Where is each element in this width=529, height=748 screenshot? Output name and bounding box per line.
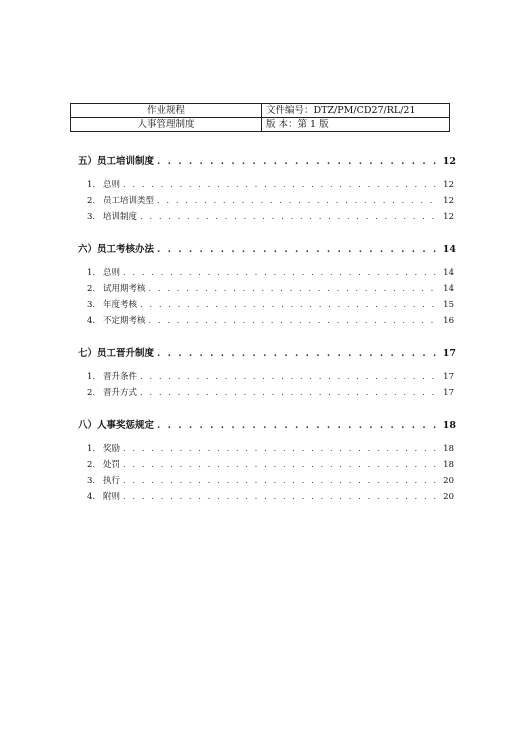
dot-leader xyxy=(123,473,439,489)
toc-section-title: 五）员工培训制度 xyxy=(78,156,155,167)
table-of-contents xyxy=(78,154,456,522)
toc-section xyxy=(78,154,456,225)
toc-page-number: 18 xyxy=(443,460,454,470)
toc-section xyxy=(78,242,456,329)
toc-item-title: 晋升条件 xyxy=(103,372,138,382)
toc-page-number: 16 xyxy=(443,316,454,326)
document-header-table xyxy=(70,103,450,132)
toc-item-title: 总则 xyxy=(103,268,121,278)
toc-item-title: 处罚 xyxy=(103,460,121,470)
toc-item-title: 培训制度 xyxy=(103,212,138,222)
toc-item-number: 1. xyxy=(87,180,96,190)
dot-leader xyxy=(140,297,439,313)
toc-section-title: 六）员工考核办法 xyxy=(78,244,155,255)
dot-leader xyxy=(123,457,439,473)
toc-item-number: 1. xyxy=(87,268,96,278)
toc-item-title: 附则 xyxy=(103,492,121,502)
header-row xyxy=(71,118,450,132)
toc-item[interactable] xyxy=(78,473,456,489)
toc-item-title: 员工培训类型 xyxy=(103,196,155,206)
toc-section-entry[interactable] xyxy=(78,346,456,362)
dot-leader xyxy=(140,385,439,401)
document-number-cell: 文件编号：DTZ/PM/CD27/RL/21 xyxy=(262,104,450,118)
document-title-cell: 人事管理制度 xyxy=(71,118,262,132)
toc-page-number: 12 xyxy=(443,212,454,222)
header-row xyxy=(71,104,450,118)
toc-item[interactable] xyxy=(78,441,456,457)
toc-page-number: 14 xyxy=(442,244,456,255)
dot-leader xyxy=(157,154,440,170)
toc-page-number: 18 xyxy=(443,444,454,454)
toc-item[interactable] xyxy=(78,281,456,297)
toc-section-entry[interactable] xyxy=(78,418,456,434)
dot-leader xyxy=(123,177,439,193)
toc-item[interactable] xyxy=(78,297,456,313)
dot-leader xyxy=(157,193,439,209)
toc-item[interactable] xyxy=(78,313,456,329)
toc-page-number: 18 xyxy=(442,420,456,431)
dot-leader xyxy=(157,418,440,434)
toc-page-number: 12 xyxy=(442,156,456,167)
toc-item[interactable] xyxy=(78,369,456,385)
toc-page-number: 15 xyxy=(443,300,454,310)
toc-item-number: 2. xyxy=(87,388,96,398)
toc-section xyxy=(78,418,456,505)
document-version-cell: 版 本：第 1 版 xyxy=(262,118,450,132)
toc-item-number: 2. xyxy=(87,196,96,206)
dot-leader xyxy=(123,265,439,281)
toc-item[interactable] xyxy=(78,489,456,505)
toc-section-title: 七）员工晋升制度 xyxy=(78,348,155,359)
dot-leader xyxy=(123,489,439,505)
toc-page-number: 17 xyxy=(442,348,456,359)
toc-page-number: 20 xyxy=(443,476,454,486)
toc-item-number: 1. xyxy=(87,372,96,382)
toc-item-number: 2. xyxy=(87,460,96,470)
toc-item[interactable] xyxy=(78,457,456,473)
toc-page-number: 14 xyxy=(443,268,454,278)
dot-leader xyxy=(157,242,440,258)
dot-leader xyxy=(149,281,439,297)
toc-page-number: 20 xyxy=(443,492,454,502)
toc-item-title: 不定期考核 xyxy=(103,316,146,326)
toc-item-number: 1. xyxy=(87,444,96,454)
toc-item-title: 晋升方式 xyxy=(103,388,138,398)
toc-item[interactable] xyxy=(78,177,456,193)
toc-page-number: 12 xyxy=(443,180,454,190)
toc-page-number: 14 xyxy=(443,284,454,294)
toc-item-number: 4. xyxy=(87,316,96,326)
toc-item-title: 年度考核 xyxy=(103,300,138,310)
toc-item-number: 3. xyxy=(87,212,96,222)
toc-item-title: 总则 xyxy=(103,180,121,190)
toc-item-number: 3. xyxy=(87,476,96,486)
toc-section-entry[interactable] xyxy=(78,242,456,258)
dot-leader xyxy=(157,346,440,362)
dot-leader xyxy=(149,313,439,329)
toc-section xyxy=(78,346,456,401)
toc-item-number: 3. xyxy=(87,300,96,310)
toc-item-number: 4. xyxy=(87,492,96,502)
dot-leader xyxy=(140,209,439,225)
dot-leader xyxy=(123,441,439,457)
toc-item[interactable] xyxy=(78,209,456,225)
dot-leader xyxy=(140,369,439,385)
toc-item-title: 执行 xyxy=(103,476,121,486)
toc-page-number: 12 xyxy=(443,196,454,206)
toc-page-number: 17 xyxy=(443,388,454,398)
toc-item[interactable] xyxy=(78,193,456,209)
toc-section-entry[interactable] xyxy=(78,154,456,170)
toc-section-title: 八）人事奖惩规定 xyxy=(78,420,155,431)
document-type-cell: 作业规程 xyxy=(71,104,262,118)
toc-page-number: 17 xyxy=(443,372,454,382)
toc-item[interactable] xyxy=(78,385,456,401)
toc-item[interactable] xyxy=(78,265,456,281)
toc-item-number: 2. xyxy=(87,284,96,294)
toc-item-title: 试用期考核 xyxy=(103,284,146,294)
toc-item-title: 奖励 xyxy=(103,444,121,454)
